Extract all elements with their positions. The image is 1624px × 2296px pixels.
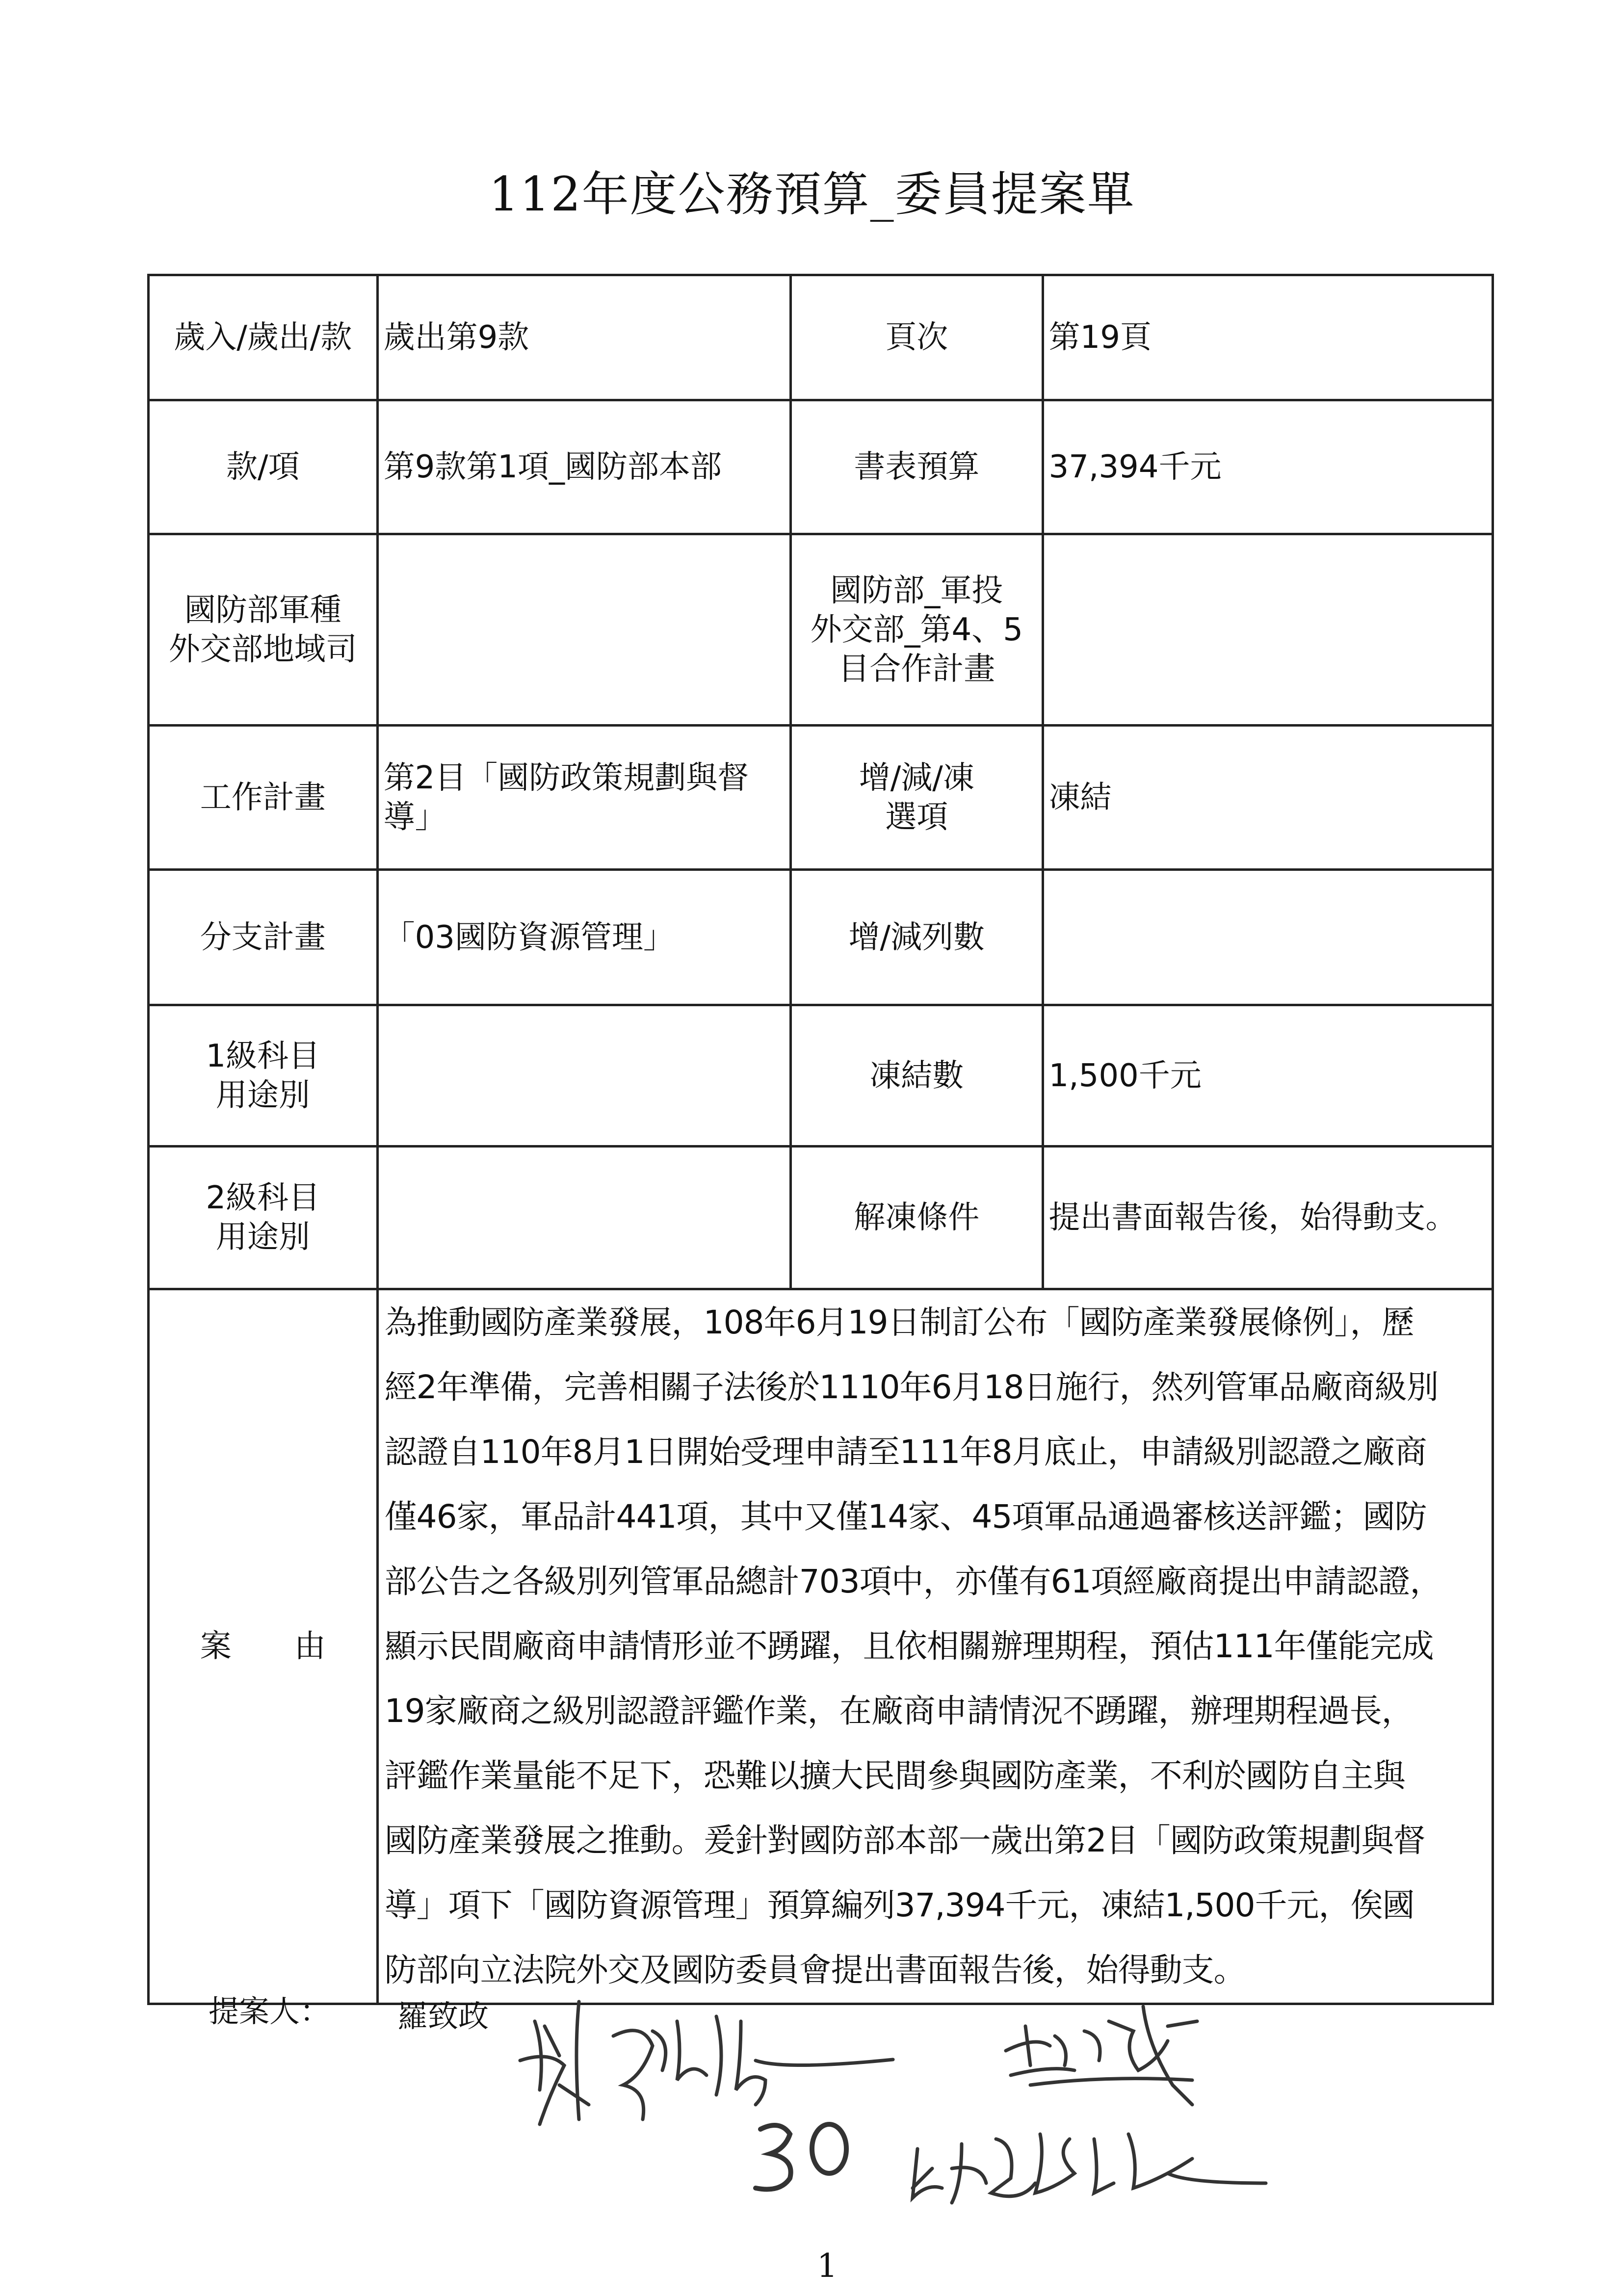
field-value: 歲出第9款 — [377, 275, 790, 400]
field-value: 「03國防資源管理」 — [377, 870, 790, 1005]
field-value: 凍結 — [1043, 726, 1493, 870]
field-label: 歲入/歲出/款 — [149, 275, 378, 400]
field-value: 第19頁 — [1043, 275, 1493, 400]
reason-line: 防部向立法院外交及國防委員會提出書面報告後，始得動支。 — [384, 1951, 1246, 1989]
field-label: 書表預算 — [791, 400, 1043, 534]
field-value: 1,500千元 — [1043, 1005, 1493, 1147]
reason-line: 國防產業發展之推動。爰針對國防部本部一歲出第2目「國防政策規劃與督 — [384, 1822, 1425, 1859]
field-label: 增/減列數 — [791, 870, 1043, 1005]
field-label: 頁次 — [791, 275, 1043, 400]
reason-line: 僅46家，軍品計441項，其中又僅14家、45項軍品通過審核送評鑑；國防 — [384, 1498, 1427, 1536]
reason-line: 經2年準備，完善相關子法後於1110年6月18日施行，然列管軍品廠商級別 — [384, 1368, 1439, 1406]
field-label: 解凍條件 — [791, 1147, 1043, 1289]
field-label: 款/項 — [149, 400, 378, 534]
field-label: 國防部_軍投 外交部_第4、5 目合作計畫 — [791, 534, 1043, 726]
reason-line: 導」項下「國防資源管理」預算編列37,394千元，凍結1,500千元，俟國 — [384, 1886, 1414, 1924]
signature-second — [913, 2134, 1266, 2203]
field-value: 第9款第1項_國防部本部 — [377, 400, 790, 534]
field-label: 增/減/凍 選項 — [791, 726, 1043, 870]
signature-luo — [520, 2002, 893, 2124]
field-value: 提出書面報告後，始得動支。 — [1043, 1147, 1493, 1289]
signature-zhao — [1006, 2007, 1197, 2105]
reason-line: 評鑑作業量能不足下，恐難以擴大民間參與國防產業，不利於國防自主與 — [384, 1757, 1405, 1795]
reason-label: 案 由 — [149, 1289, 378, 2004]
proposer-name: 羅致政 — [397, 1998, 489, 2034]
field-label: 2級科目 用途別 — [149, 1147, 378, 1289]
reason-line: 19家廠商之級別認證評鑑作業，在廠商申請情況不踴躍，辦理期程過長， — [384, 1692, 1414, 1730]
field-value: 第2目「國防政策規劃與督導」 — [377, 726, 790, 870]
reason-line: 顯示民間廠商申請情形並不踴躍，且依相關辦理期程，預估111年僅能完成 — [384, 1627, 1434, 1665]
field-label: 國防部軍種 外交部地域司 — [149, 534, 378, 726]
document-title: 112年度公務預算_委員提案單 — [489, 167, 1135, 222]
field-label: 凍結數 — [791, 1005, 1043, 1147]
field-value: 37,394千元 — [1043, 400, 1493, 534]
handwritten-number-30 — [756, 2124, 846, 2190]
field-label: 1級科目 用途別 — [149, 1005, 378, 1147]
reason-line: 為推動國防產業發展，108年6月19日制訂公布「國防產業發展條例」，歷 — [384, 1304, 1414, 1341]
field-label: 分支計畫 — [149, 870, 378, 1005]
reason-line: 部公告之各級別列管軍品總計703項中，亦僅有61項經廠商提出申請認證， — [384, 1563, 1442, 1600]
reason-line: 認證自110年8月1日開始受理申請至111年8月底止，申請級別認證之廠商 — [384, 1433, 1427, 1471]
proposer-label: 提案人： — [209, 1993, 331, 2029]
field-label: 工作計畫 — [149, 726, 378, 870]
handwritten-number-text: 30 — [765, 2166, 776, 2175]
page-number: 1 — [817, 2247, 838, 2285]
